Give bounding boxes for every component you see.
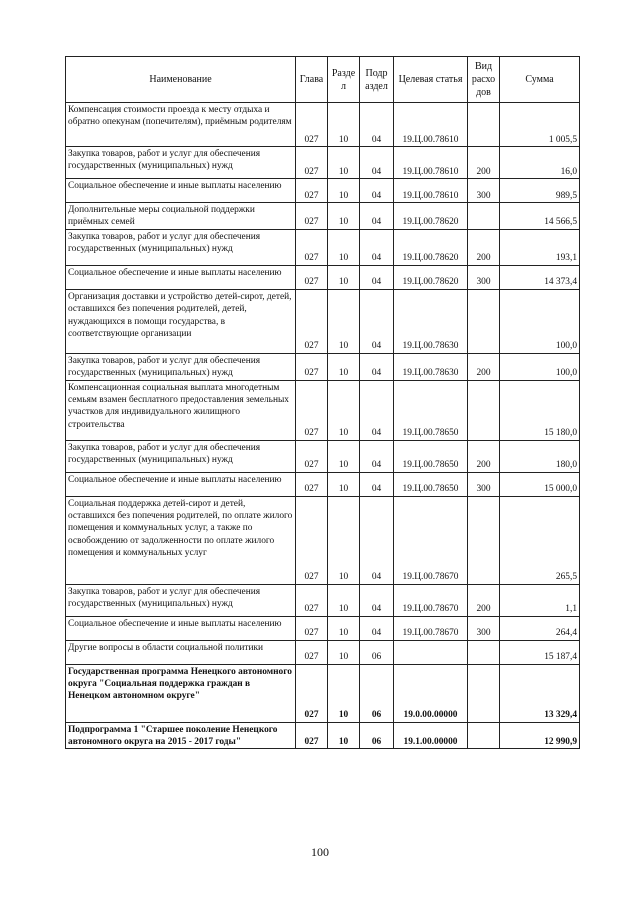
cell-name: Компенсационная социальная выплата многодетным семьям взамен бесплатного предоставления земельных участков для индивидуального жилищного строительства — [66, 380, 296, 440]
cell-podrazdel: 04 — [360, 616, 394, 640]
cell-razdel: 10 — [328, 147, 360, 179]
cell-summa: 14 566,5 — [500, 203, 580, 230]
cell-name: Закупка товаров, работ и услуг для обеспечения государственных (муниципальных) нужд — [66, 584, 296, 616]
table-row — [66, 380, 580, 440]
cell-razdel: 10 — [328, 584, 360, 616]
cell-podrazdel: 04 — [360, 353, 394, 380]
cell-razdel: 10 — [328, 353, 360, 380]
cell-glava: 027 — [296, 289, 328, 353]
cell-vid: 300 — [468, 179, 500, 203]
cell-vid: 300 — [468, 472, 500, 496]
cell-summa: 12 990,9 — [500, 722, 580, 749]
cell-razdel: 10 — [328, 203, 360, 230]
cell-celevaya: 19.Ц.00.78650 — [394, 440, 468, 472]
cell-razdel: 10 — [328, 472, 360, 496]
cell-razdel: 10 — [328, 289, 360, 353]
cell-podrazdel: 04 — [360, 147, 394, 179]
cell-name: Организация доставки и устройство детей-сирот, детей, оставшихся без попечения родителей, детей, нуждающихся в помощи государства, в соответствующие организации — [66, 289, 296, 353]
cell-glava: 027 — [296, 616, 328, 640]
cell-celevaya: 19.Ц.00.78620 — [394, 229, 468, 265]
cell-celevaya: 19.Ц.00.78630 — [394, 353, 468, 380]
cell-razdel: 10 — [328, 265, 360, 289]
table-row — [66, 640, 580, 664]
header-glava: Глава — [296, 57, 328, 103]
cell-celevaya: 19.Ц.00.78620 — [394, 265, 468, 289]
cell-celevaya: 19.Ц.00.78650 — [394, 380, 468, 440]
table-body — [66, 103, 580, 749]
cell-summa: 15 180,0 — [500, 380, 580, 440]
cell-vid — [468, 203, 500, 230]
cell-summa: 1,1 — [500, 584, 580, 616]
cell-vid: 200 — [468, 584, 500, 616]
table-row — [66, 203, 580, 230]
cell-summa: 265,5 — [500, 496, 580, 584]
cell-celevaya: 19.Ц.00.78650 — [394, 472, 468, 496]
cell-summa: 193,1 — [500, 229, 580, 265]
cell-summa: 100,0 — [500, 289, 580, 353]
cell-vid — [468, 103, 500, 147]
cell-celevaya: 19.Ц.00.78670 — [394, 616, 468, 640]
cell-podrazdel: 04 — [360, 472, 394, 496]
cell-celevaya: 19.Ц.00.78630 — [394, 289, 468, 353]
cell-vid: 200 — [468, 353, 500, 380]
cell-vid — [468, 496, 500, 584]
cell-glava: 027 — [296, 229, 328, 265]
cell-vid — [468, 664, 500, 722]
table-row — [66, 664, 580, 722]
cell-glava: 027 — [296, 640, 328, 664]
cell-celevaya: 19.Ц.00.78620 — [394, 203, 468, 230]
cell-glava: 027 — [296, 722, 328, 749]
cell-podrazdel: 06 — [360, 640, 394, 664]
cell-name: Закупка товаров, работ и услуг для обеспечения государственных (муниципальных) нужд — [66, 229, 296, 265]
cell-podrazdel: 06 — [360, 722, 394, 749]
cell-vid: 300 — [468, 616, 500, 640]
cell-vid — [468, 289, 500, 353]
cell-razdel: 10 — [328, 664, 360, 722]
cell-name: Социальное обеспечение и иные выплаты населению — [66, 616, 296, 640]
cell-name: Социальное обеспечение и иные выплаты населению — [66, 265, 296, 289]
cell-summa: 15 187,4 — [500, 640, 580, 664]
cell-name: Социальное обеспечение и иные выплаты населению — [66, 472, 296, 496]
cell-glava: 027 — [296, 472, 328, 496]
cell-name: Закупка товаров, работ и услуг для обеспечения государственных (муниципальных) нужд — [66, 147, 296, 179]
cell-summa: 264,4 — [500, 616, 580, 640]
cell-name: Другие вопросы в области социальной политики — [66, 640, 296, 664]
cell-podrazdel: 04 — [360, 440, 394, 472]
table-row — [66, 722, 580, 749]
cell-podrazdel: 04 — [360, 496, 394, 584]
cell-glava: 027 — [296, 380, 328, 440]
cell-razdel: 10 — [328, 440, 360, 472]
cell-summa: 1 005,5 — [500, 103, 580, 147]
cell-podrazdel: 06 — [360, 664, 394, 722]
cell-vid: 200 — [468, 147, 500, 179]
budget-table — [65, 56, 580, 749]
cell-razdel: 10 — [328, 616, 360, 640]
cell-glava: 027 — [296, 584, 328, 616]
page-number: 100 — [311, 845, 329, 859]
header-row — [66, 57, 580, 103]
table-row — [66, 440, 580, 472]
cell-podrazdel: 04 — [360, 289, 394, 353]
table-row — [66, 472, 580, 496]
cell-podrazdel: 04 — [360, 103, 394, 147]
cell-name: Подпрограмма 1 "Старшее поколение Ненецкого автономного округа на 2015 - 2017 годы" — [66, 722, 296, 749]
cell-summa: 100,0 — [500, 353, 580, 380]
cell-summa: 14 373,4 — [500, 265, 580, 289]
cell-name: Закупка товаров, работ и услуг для обеспечения государственных (муниципальных) нужд — [66, 353, 296, 380]
cell-razdel: 10 — [328, 229, 360, 265]
table-row — [66, 265, 580, 289]
cell-glava: 027 — [296, 664, 328, 722]
cell-podrazdel: 04 — [360, 203, 394, 230]
cell-glava: 027 — [296, 353, 328, 380]
cell-summa: 180,0 — [500, 440, 580, 472]
cell-podrazdel: 04 — [360, 584, 394, 616]
table-row — [66, 147, 580, 179]
cell-celevaya: 19.Ц.00.78670 — [394, 496, 468, 584]
header-celevaya: Целевая статья — [394, 57, 468, 103]
table-row — [66, 353, 580, 380]
header-vid: Вид расхо дов — [468, 57, 500, 103]
table-row — [66, 584, 580, 616]
cell-summa: 16,0 — [500, 147, 580, 179]
cell-glava: 027 — [296, 496, 328, 584]
table-row — [66, 289, 580, 353]
table-row — [66, 229, 580, 265]
cell-podrazdel: 04 — [360, 179, 394, 203]
header-summa: Сумма — [500, 57, 580, 103]
cell-vid: 200 — [468, 440, 500, 472]
cell-name: Компенсация стоимости проезда к месту отдыха и обратно опекунам (попечителям), приёмным родителям — [66, 103, 296, 147]
cell-celevaya: 19.1.00.00000 — [394, 722, 468, 749]
header-name: Наименование — [66, 57, 296, 103]
cell-glava: 027 — [296, 147, 328, 179]
cell-vid — [468, 722, 500, 749]
cell-podrazdel: 04 — [360, 229, 394, 265]
cell-podrazdel: 04 — [360, 265, 394, 289]
table-row — [66, 103, 580, 147]
cell-razdel: 10 — [328, 103, 360, 147]
cell-razdel: 10 — [328, 380, 360, 440]
cell-glava: 027 — [296, 103, 328, 147]
cell-vid: 200 — [468, 229, 500, 265]
cell-name: Дополнительные меры социальной поддержки приёмных семей — [66, 203, 296, 230]
cell-name: Социальное обеспечение и иные выплаты населению — [66, 179, 296, 203]
cell-vid — [468, 380, 500, 440]
cell-podrazdel: 04 — [360, 380, 394, 440]
cell-celevaya: 19.Ц.00.78610 — [394, 147, 468, 179]
table-row — [66, 496, 580, 584]
cell-celevaya: 19.Ц.00.78670 — [394, 584, 468, 616]
table-row — [66, 616, 580, 640]
cell-razdel: 10 — [328, 640, 360, 664]
cell-razdel: 10 — [328, 496, 360, 584]
table-row — [66, 179, 580, 203]
cell-razdel: 10 — [328, 722, 360, 749]
cell-name: Закупка товаров, работ и услуг для обеспечения государственных (муниципальных) нужд — [66, 440, 296, 472]
cell-celevaya: 19.Ц.00.78610 — [394, 179, 468, 203]
cell-name: Государственная программа Ненецкого автономного округа "Социальная поддержка граждан в Ненецком автономном округе" — [66, 664, 296, 722]
cell-glava: 027 — [296, 179, 328, 203]
header-razdel: Разде л — [328, 57, 360, 103]
cell-celevaya — [394, 640, 468, 664]
cell-glava: 027 — [296, 203, 328, 230]
cell-razdel: 10 — [328, 179, 360, 203]
cell-summa: 15 000,0 — [500, 472, 580, 496]
cell-glava: 027 — [296, 265, 328, 289]
cell-name: Социальная поддержка детей-сирот и детей, оставшихся без попечения родителей, по оплате жилого помещения и коммунальных услуг, а также по освобождению от задолженности по оплате жилого помещения и коммунальных услуг — [66, 496, 296, 584]
cell-summa: 989,5 — [500, 179, 580, 203]
cell-summa: 13 329,4 — [500, 664, 580, 722]
header-podrazdel: Подр аздел — [360, 57, 394, 103]
cell-vid: 300 — [468, 265, 500, 289]
cell-vid — [468, 640, 500, 664]
cell-celevaya: 19.Ц.00.78610 — [394, 103, 468, 147]
cell-celevaya: 19.0.00.00000 — [394, 664, 468, 722]
cell-glava: 027 — [296, 440, 328, 472]
